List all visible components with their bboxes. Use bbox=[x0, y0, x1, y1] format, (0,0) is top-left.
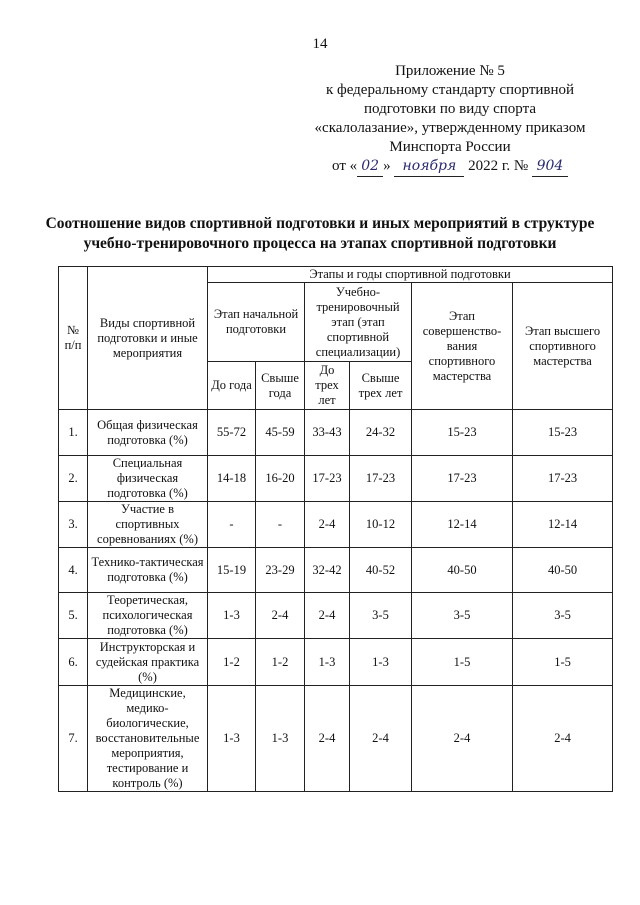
cell-value: 12-14 bbox=[513, 502, 613, 548]
row-name: Общая физическая подготовка (%) bbox=[88, 410, 208, 456]
cell-value: 2-4 bbox=[305, 593, 350, 639]
cell-value: 10-12 bbox=[350, 502, 412, 548]
cell-value: 40-52 bbox=[350, 548, 412, 593]
cell-value: 1-3 bbox=[305, 639, 350, 686]
row-number: 4. bbox=[59, 548, 88, 593]
cell-value: 3-5 bbox=[412, 593, 513, 639]
cell-value: 1-2 bbox=[208, 639, 256, 686]
cell-value: 32-42 bbox=[305, 548, 350, 593]
cell-value: 24-32 bbox=[350, 410, 412, 456]
table-row bbox=[59, 410, 613, 456]
header-initial-upto-year: До года bbox=[208, 362, 256, 410]
appendix-line: к федеральному стандарту спортивной bbox=[325, 82, 575, 98]
cell-value: 1-3 bbox=[256, 686, 305, 792]
order-month: ноября bbox=[394, 157, 464, 177]
cell-value: 2-4 bbox=[305, 686, 350, 792]
cell-value: 15-19 bbox=[208, 548, 256, 593]
appendix-line: Минспорта России bbox=[389, 139, 511, 155]
row-name: Медицинские, медико-биологические, восстановительные мероприятия, тестирование и контроль (%) bbox=[88, 686, 208, 792]
appendix-line: «скалолазание», утвержденному приказом bbox=[314, 120, 586, 136]
row-name: Специальная физическая подготовка (%) bbox=[88, 456, 208, 502]
row-number: 5. bbox=[59, 593, 88, 639]
cell-value: 2-4 bbox=[412, 686, 513, 792]
row-number: 1. bbox=[59, 410, 88, 456]
cell-value: 45-59 bbox=[256, 410, 305, 456]
row-number: 6. bbox=[59, 639, 88, 686]
training-ratio-table bbox=[58, 266, 613, 792]
cell-value: 40-50 bbox=[412, 548, 513, 593]
order-prefix: от « bbox=[332, 158, 358, 174]
document-title bbox=[40, 214, 600, 254]
cell-value: 1-5 bbox=[412, 639, 513, 686]
title-line-1: Соотношение видов спортивной подготовки и иных мероприятий в структуре bbox=[45, 215, 595, 232]
cell-value: 55-72 bbox=[208, 410, 256, 456]
row-name: Инструкторская и судейская практика (%) bbox=[88, 639, 208, 686]
row-number: 2. bbox=[59, 456, 88, 502]
header-stages: Этапы и годы спортивной подготовки bbox=[208, 267, 613, 283]
cell-value: 1-2 bbox=[256, 639, 305, 686]
row-name: Теоретическая, психологическая подготовка (%) bbox=[88, 593, 208, 639]
cell-value: 40-50 bbox=[513, 548, 613, 593]
cell-value: 2-4 bbox=[305, 502, 350, 548]
cell-value: - bbox=[256, 502, 305, 548]
header-training-stage: Учебно-тренировочный этап (этап спортивной специализации) bbox=[305, 283, 412, 362]
header-highest-stage: Этап высшего спортивного мастерства bbox=[513, 283, 613, 410]
cell-value: 17-23 bbox=[513, 456, 613, 502]
cell-value: 3-5 bbox=[350, 593, 412, 639]
cell-value: 17-23 bbox=[350, 456, 412, 502]
header-num: № п/п bbox=[59, 267, 88, 410]
table-row bbox=[59, 639, 613, 686]
row-name: Участие в спортивных соревнованиях (%) bbox=[88, 502, 208, 548]
cell-value: 3-5 bbox=[513, 593, 613, 639]
row-number: 7. bbox=[59, 686, 88, 792]
order-date-line bbox=[290, 157, 610, 177]
order-day: 02 bbox=[357, 157, 383, 177]
cell-value: 2-4 bbox=[513, 686, 613, 792]
order-year: 2022 г. № bbox=[468, 158, 529, 174]
cell-value: 12-14 bbox=[412, 502, 513, 548]
cell-value: 1-5 bbox=[513, 639, 613, 686]
table-row bbox=[59, 548, 613, 593]
cell-value: 15-23 bbox=[412, 410, 513, 456]
cell-value: 2-4 bbox=[256, 593, 305, 639]
row-name: Технико-тактическая подготовка (%) bbox=[88, 548, 208, 593]
header-training-upto-3: До трех лет bbox=[305, 362, 350, 410]
cell-value: 1-3 bbox=[208, 686, 256, 792]
header-training-over-3: Свыше трех лет bbox=[350, 362, 412, 410]
page-number: 14 bbox=[312, 36, 328, 52]
header-improvement-stage: Этап совершенство-вания спортивного мастерства bbox=[412, 283, 513, 410]
appendix-header bbox=[290, 62, 610, 177]
cell-value: 33-43 bbox=[305, 410, 350, 456]
header-initial-stage: Этап начальной подготовки bbox=[208, 283, 305, 362]
cell-value: 1-3 bbox=[350, 639, 412, 686]
appendix-title: Приложение № 5 bbox=[395, 63, 505, 79]
cell-value: 17-23 bbox=[305, 456, 350, 502]
cell-value: 23-29 bbox=[256, 548, 305, 593]
order-number: 904 bbox=[532, 157, 568, 177]
cell-value: 15-23 bbox=[513, 410, 613, 456]
cell-value: 17-23 bbox=[412, 456, 513, 502]
table-row bbox=[59, 686, 613, 792]
header-kinds: Виды спортивной подготовки и иные мероприятия bbox=[88, 267, 208, 410]
header-initial-over-year: Свыше года bbox=[256, 362, 305, 410]
table-row bbox=[59, 502, 613, 548]
row-number: 3. bbox=[59, 502, 88, 548]
appendix-line: подготовки по виду спорта bbox=[364, 101, 536, 117]
cell-value: 2-4 bbox=[350, 686, 412, 792]
table-row bbox=[59, 593, 613, 639]
table-row bbox=[59, 456, 613, 502]
cell-value: 14-18 bbox=[208, 456, 256, 502]
cell-value: - bbox=[208, 502, 256, 548]
cell-value: 1-3 bbox=[208, 593, 256, 639]
cell-value: 16-20 bbox=[256, 456, 305, 502]
title-line-2: учебно-тренировочного процесса на этапах спортивной подготовки bbox=[83, 235, 557, 252]
order-mid: » bbox=[383, 158, 391, 174]
